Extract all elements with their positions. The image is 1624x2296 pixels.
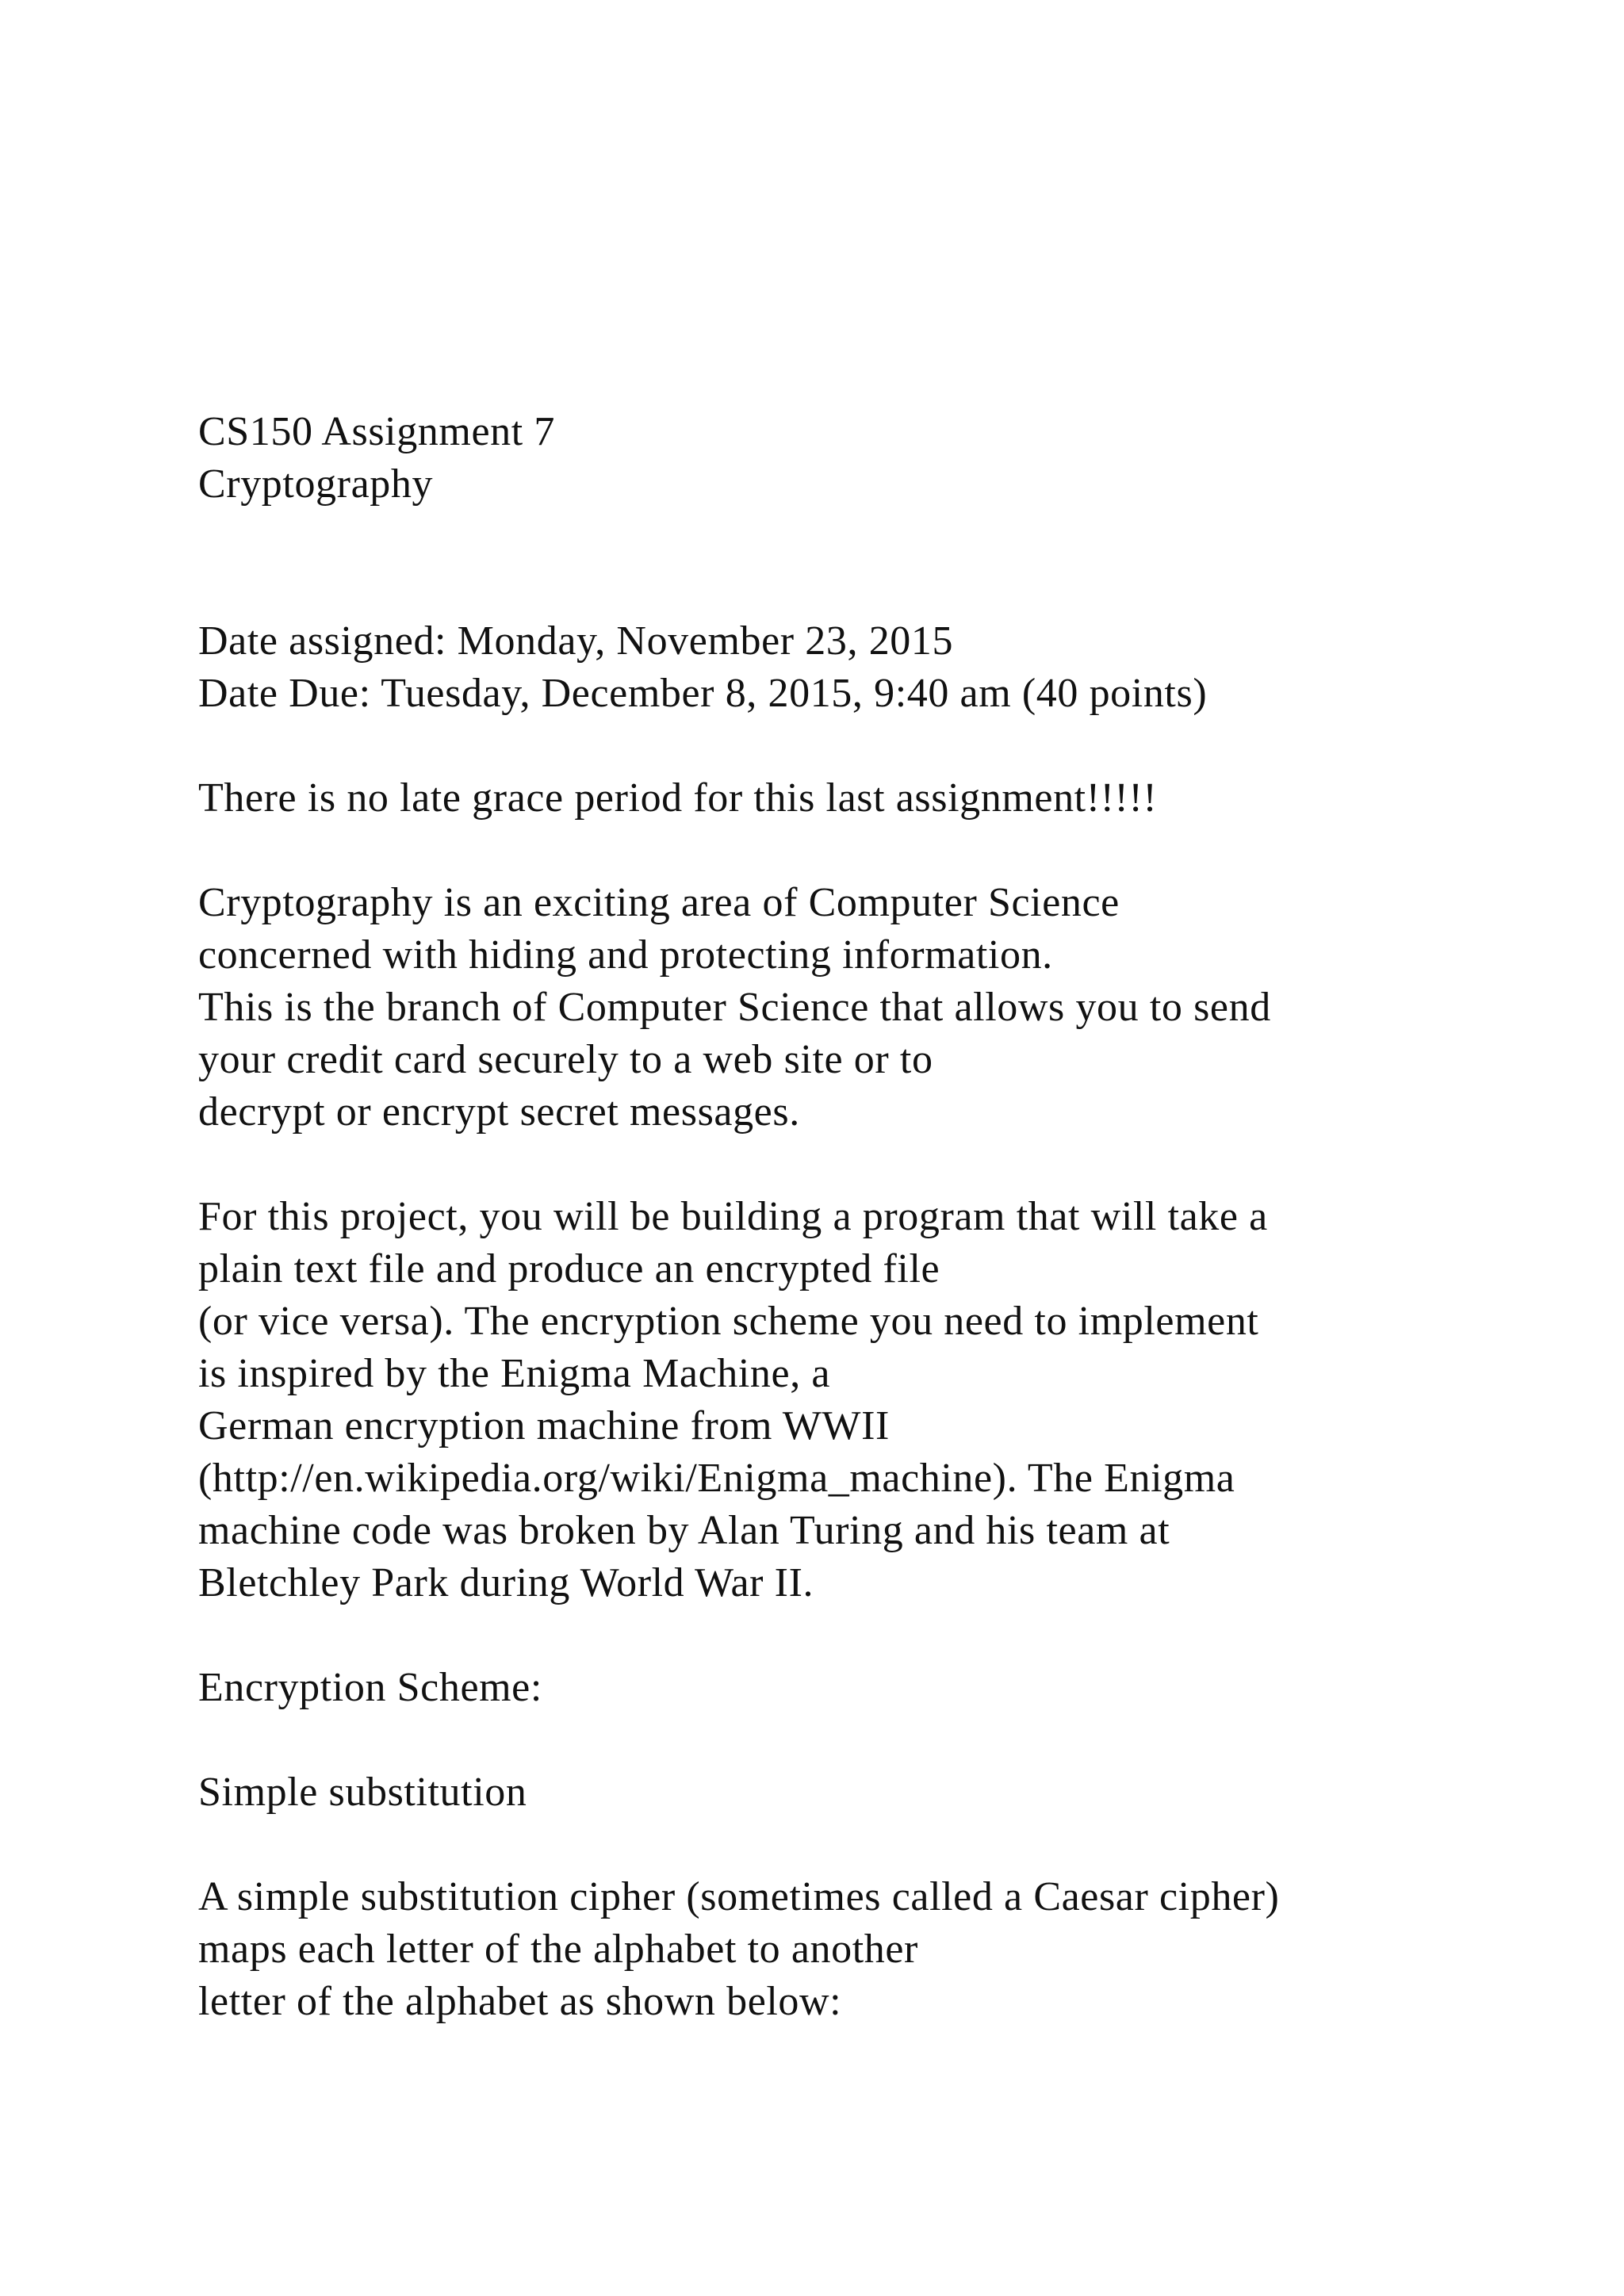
substitution-heading: Simple substitution xyxy=(198,1770,527,1815)
paragraph-line: concerned with hiding and protecting information. xyxy=(198,932,1053,978)
spacer xyxy=(198,511,1546,615)
spacer xyxy=(198,1714,1546,1766)
paragraph-line: plain text file and produce an encrypted file xyxy=(198,1246,940,1292)
date-due: Date Due: Tuesday, December 8, 2015, 9:40 am (40 points) xyxy=(198,671,1208,716)
scheme-heading: Encryption Scheme: xyxy=(198,1665,542,1710)
paragraph-line: letter of the alphabet as shown below: xyxy=(198,1979,842,2024)
grace-notice: There is no late grace period for this last assignment!!!!! xyxy=(198,775,1158,821)
paragraph-line: machine code was broken by Alan Turing and his team at xyxy=(198,1508,1170,1553)
spacer xyxy=(198,1138,1546,1191)
date-assigned: Date assigned: Monday, November 23, 2015 xyxy=(198,618,954,664)
paragraph-line: A simple substitution cipher (sometimes called a Caesar cipher) xyxy=(198,1874,1280,1919)
paragraph-line: maps each letter of the alphabet to another xyxy=(198,1927,918,1972)
paragraph-line: This is the branch of Computer Science that allows you to send xyxy=(198,985,1271,1030)
paragraph-line: Cryptography is an exciting area of Computer Science xyxy=(198,880,1120,925)
paragraph-line: decrypt or encrypt secret messages. xyxy=(198,1089,800,1135)
paragraph-line: is inspired by the Enigma Machine, a xyxy=(198,1351,831,1396)
project-paragraph xyxy=(198,1191,1546,1609)
document-body xyxy=(198,406,1546,2028)
spacer xyxy=(198,825,1546,877)
substitution-paragraph xyxy=(198,1871,1546,2028)
intro-paragraph xyxy=(198,877,1546,1138)
spacer xyxy=(198,1609,1546,1662)
assignment-subtitle: Cryptography xyxy=(198,461,434,507)
paragraph-line: (or vice versa). The encryption scheme you need to implement xyxy=(198,1299,1259,1344)
paragraph-line: (http://en.wikipedia.org/wiki/Enigma_machine). The Enigma xyxy=(198,1456,1235,1501)
spacer xyxy=(198,1819,1546,1871)
paragraph-line: your credit card securely to a web site or to xyxy=(198,1037,933,1082)
assignment-title: CS150 Assignment 7 xyxy=(198,409,555,454)
paragraph-line: German encryption machine from WWII xyxy=(198,1403,890,1448)
spacer xyxy=(198,720,1546,772)
paragraph-line: For this project, you will be building a program that will take a xyxy=(198,1194,1268,1239)
paragraph-line: Bletchley Park during World War II. xyxy=(198,1560,814,1605)
